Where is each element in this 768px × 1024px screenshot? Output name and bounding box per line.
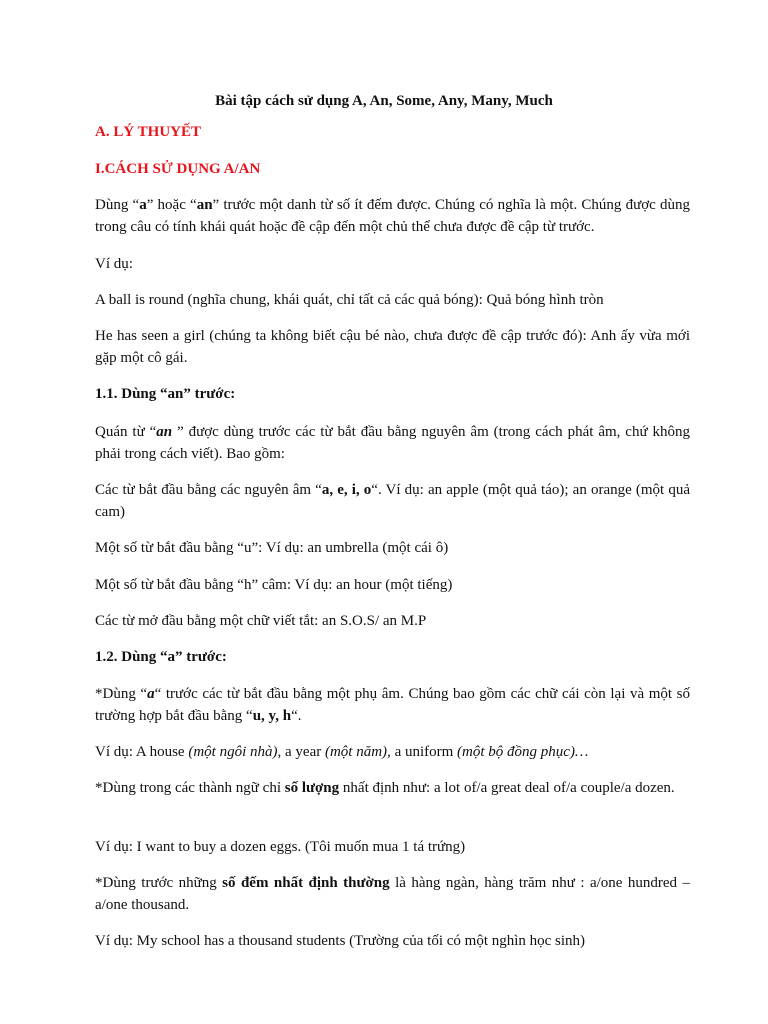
- text-run: ” được dùng trước các từ bắt đầu bằng nguyên âm (trong cách phát âm, chứ không phải trong cách viết). Bao gồm:: [95, 424, 690, 462]
- subheading-an: 1.1. Dùng “an” trước:: [95, 386, 236, 402]
- paragraph-an-rule: [95, 421, 690, 465]
- bold-italic-term: an: [156, 424, 173, 440]
- paragraph-a-example-eggs: Ví dụ: I want to buy a dozen eggs. (Tôi muốn mua 1 tá trứng): [95, 839, 466, 855]
- section-heading-a-an-usage: I.CÁCH SỬ DỤNG A/AN: [95, 161, 261, 177]
- text-run: ” hoặc “: [146, 197, 197, 213]
- text-run: là hàng ngàn, hàng trăm như : a/one hundred – a/one thousand.: [95, 875, 690, 913]
- text-run: ” trước một danh từ số ít đếm được. Chúng có nghĩa là một. Chúng được dùng trong câu có tính khái quát hoặc đề cập đến một chủ thể chưa được đề cập từ trước.: [95, 197, 690, 235]
- text-run: *Dùng trước những: [95, 875, 223, 891]
- paragraph-example-label: Ví dụ:: [95, 256, 133, 272]
- italic-translation: (một ngôi nhà): [188, 744, 278, 760]
- paragraph-an-abbreviation: Các từ mở đầu bằng một chữ viết tắt: an S.O.S/ an M.P: [95, 613, 427, 629]
- paragraph-a-quantity: [95, 777, 690, 799]
- text-run: , a uniform: [387, 744, 458, 760]
- bold-term: số lượng: [284, 780, 340, 796]
- text-run: nhất định như: a lot of/a great deal of/a couple/a dozen.: [339, 780, 675, 796]
- bold-term: u, y, h: [252, 708, 292, 724]
- paragraph-a-example-school: Ví dụ: My school has a thousand students (Trường của tối có một nghìn học sinh): [95, 933, 586, 949]
- text-run: Các từ bắt đầu bằng các nguyên âm “: [95, 482, 322, 498]
- subheading-a: 1.2. Dùng “a” trước:: [95, 649, 227, 665]
- text-run: *Dùng trong các thành ngữ chỉ: [95, 780, 285, 796]
- italic-translation: (một bộ đồng phục)…: [457, 744, 589, 760]
- text-run: “ trước các từ bắt đầu bằng một phụ âm. Chúng bao gồm các chữ cái còn lại và một số trường hợp bắt đầu bằng “: [95, 686, 690, 724]
- italic-translation: (một năm): [324, 744, 388, 760]
- bold-italic-term: a: [147, 686, 155, 702]
- bold-term: a, e, i, o: [321, 482, 372, 498]
- text-run: , a year: [277, 744, 325, 760]
- text-run: “.: [291, 708, 302, 724]
- text-run: Dùng “: [95, 197, 140, 213]
- paragraph-an-u: Một số từ bắt đầu bằng “u”: Ví dụ: an umbrella (một cái ô): [95, 540, 449, 556]
- bold-term: an: [196, 197, 213, 213]
- paragraph-an-vowels: [95, 479, 690, 523]
- bold-term: số đếm nhất định thường: [222, 875, 390, 891]
- document-title: Bài tập cách sử dụng A, An, Some, Any, Many, Much: [215, 93, 553, 109]
- paragraph-example-girl: He has seen a girl (chúng ta không biết cậu bé nào, chưa được đề cập trước đó): Anh ấy vừa mới gặp một cô gái.: [95, 328, 690, 366]
- paragraph-a-numbers: [95, 872, 690, 916]
- text-run: Ví dụ: A house: [95, 744, 189, 760]
- text-run: Quán từ “: [95, 424, 157, 440]
- paragraph-example-ball: A ball is round (nghĩa chung, khái quát, chỉ tất cả các quả bóng): Quả bóng hình tròn: [95, 292, 604, 308]
- paragraph-a-examples: [95, 741, 690, 763]
- paragraph-an-h: Một số từ bắt đầu bằng “h” câm: Ví dụ: an hour (một tiếng): [95, 577, 453, 593]
- section-heading-theory: A. LÝ THUYẾT: [95, 124, 201, 140]
- bold-term: a: [139, 197, 147, 213]
- text-run: “. Ví dụ: an apple (một quả táo); an orange (một quả cam): [95, 482, 690, 520]
- text-run: *Dùng “: [95, 686, 148, 702]
- paragraph-intro: [95, 194, 690, 238]
- paragraph-a-consonant: [95, 683, 690, 727]
